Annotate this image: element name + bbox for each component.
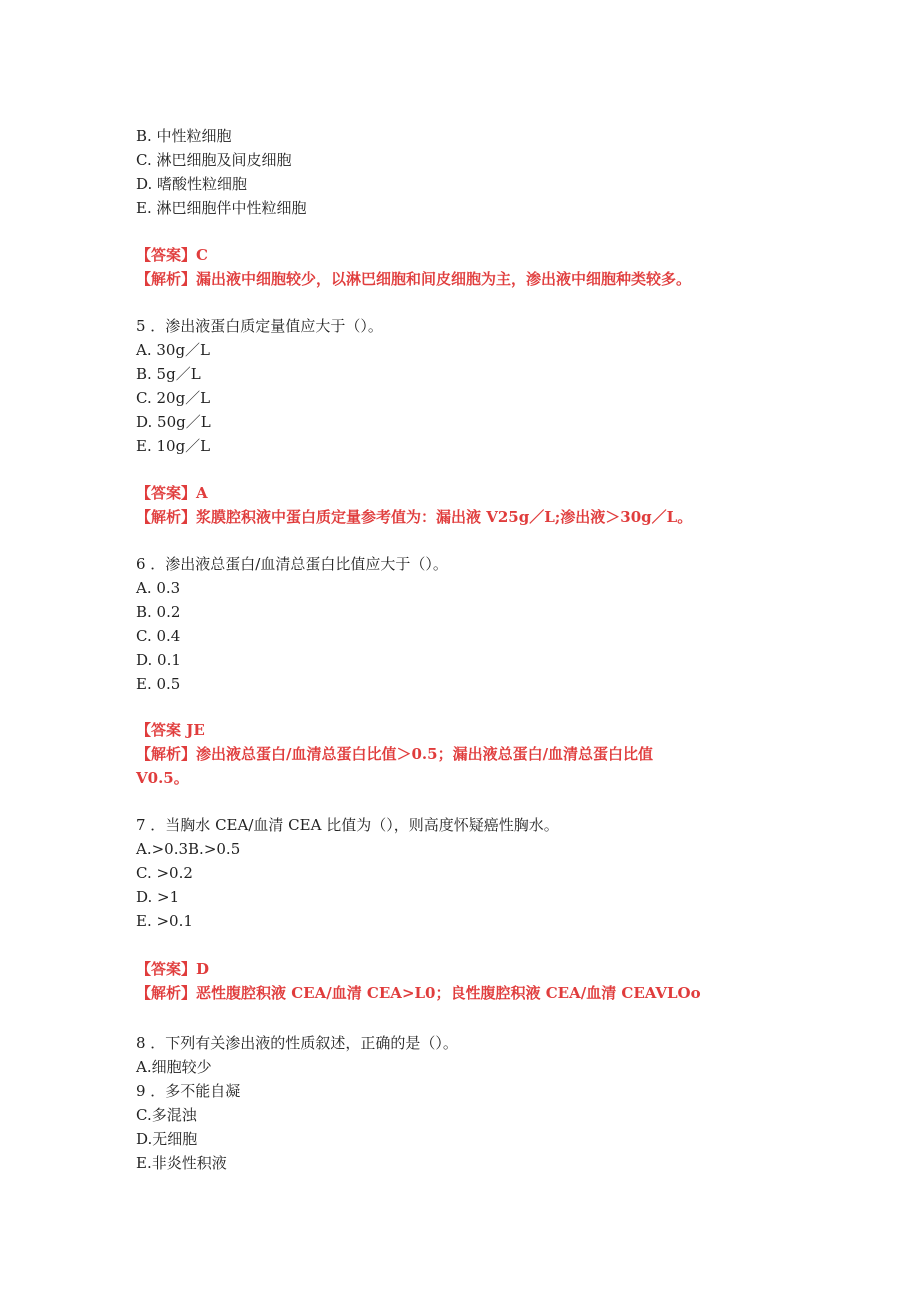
q4-option-d: D. 嗜酸性粒细胞 — [136, 175, 248, 193]
q6-option-a: A. 0.3 — [136, 579, 181, 597]
q7-option-ab: A.>0.3B.>0.5 — [136, 840, 241, 858]
q6-option-b: B. 0.2 — [136, 603, 181, 621]
q5-option-d: D. 50g／L — [136, 413, 211, 431]
q4-option-e: E. 淋巴细胞伴中性粒细胞 — [136, 199, 307, 217]
q7-option-e: E. >0.1 — [136, 912, 193, 930]
q6-analysis-line1: 【解析】渗出液总蛋白/血清总蛋白比值＞0.5；漏出液总蛋白/血清总蛋白比值 — [136, 745, 654, 763]
q5-option-b: B. 5g／L — [136, 365, 201, 383]
q7-answer: 【答案】D — [136, 960, 210, 978]
q7-stem: 7 ．当胸水 CEA/血清 CEA 比值为（），则高度怀疑癌性胸水。 — [136, 816, 559, 834]
q5-analysis: 【解析】浆膜腔积液中蛋白质定量参考值为：漏出液 V25g／L;渗出液＞30g／L。 — [136, 508, 693, 526]
q8-option-a: A.细胞较少 — [136, 1058, 212, 1076]
q7-option-d: D. >1 — [136, 888, 180, 906]
q8-stem: 8 ．下列有关渗出液的性质叙述，正确的是（）。 — [136, 1034, 458, 1052]
q8-option-b: 9 ．多不能自凝 — [136, 1082, 241, 1100]
q4-option-c: C. 淋巴细胞及间皮细胞 — [136, 151, 292, 169]
q6-option-d: D. 0.1 — [136, 651, 181, 669]
q4-answer: 【答案】C — [136, 246, 208, 264]
q5-option-e: E. 10g／L — [136, 437, 211, 455]
q5-option-c: C. 20g／L — [136, 389, 211, 407]
q7-analysis: 【解析】恶性腹腔积液 CEA/血清 CEA>L0；良性腹腔积液 CEA/血清 CEAVLOo — [136, 984, 701, 1002]
q6-analysis-line2: V0.5。 — [136, 769, 189, 787]
q4-analysis: 【解析】漏出液中细胞较少，以淋巴细胞和间皮细胞为主，渗出液中细胞种类较多。 — [136, 270, 692, 288]
q8-option-c: C.多混浊 — [136, 1106, 197, 1124]
q7-option-c: C. >0.2 — [136, 864, 193, 882]
q6-option-e: E. 0.5 — [136, 675, 181, 693]
q5-stem: 5 ．渗出液蛋白质定量值应大于（）。 — [136, 317, 383, 335]
q6-option-c: C. 0.4 — [136, 627, 181, 645]
q5-option-a: A. 30g／L — [136, 341, 211, 359]
q6-stem: 6 ．渗出液总蛋白/血清总蛋白比值应大于（）。 — [136, 555, 448, 573]
q4-option-b: B. 中性粒细胞 — [136, 127, 232, 145]
q5-answer: 【答案】A — [136, 484, 208, 502]
q8-option-d: D.无细胞 — [136, 1130, 198, 1148]
q6-answer: 【答案 JE — [136, 721, 205, 739]
q8-option-e: E.非炎性积液 — [136, 1154, 227, 1172]
